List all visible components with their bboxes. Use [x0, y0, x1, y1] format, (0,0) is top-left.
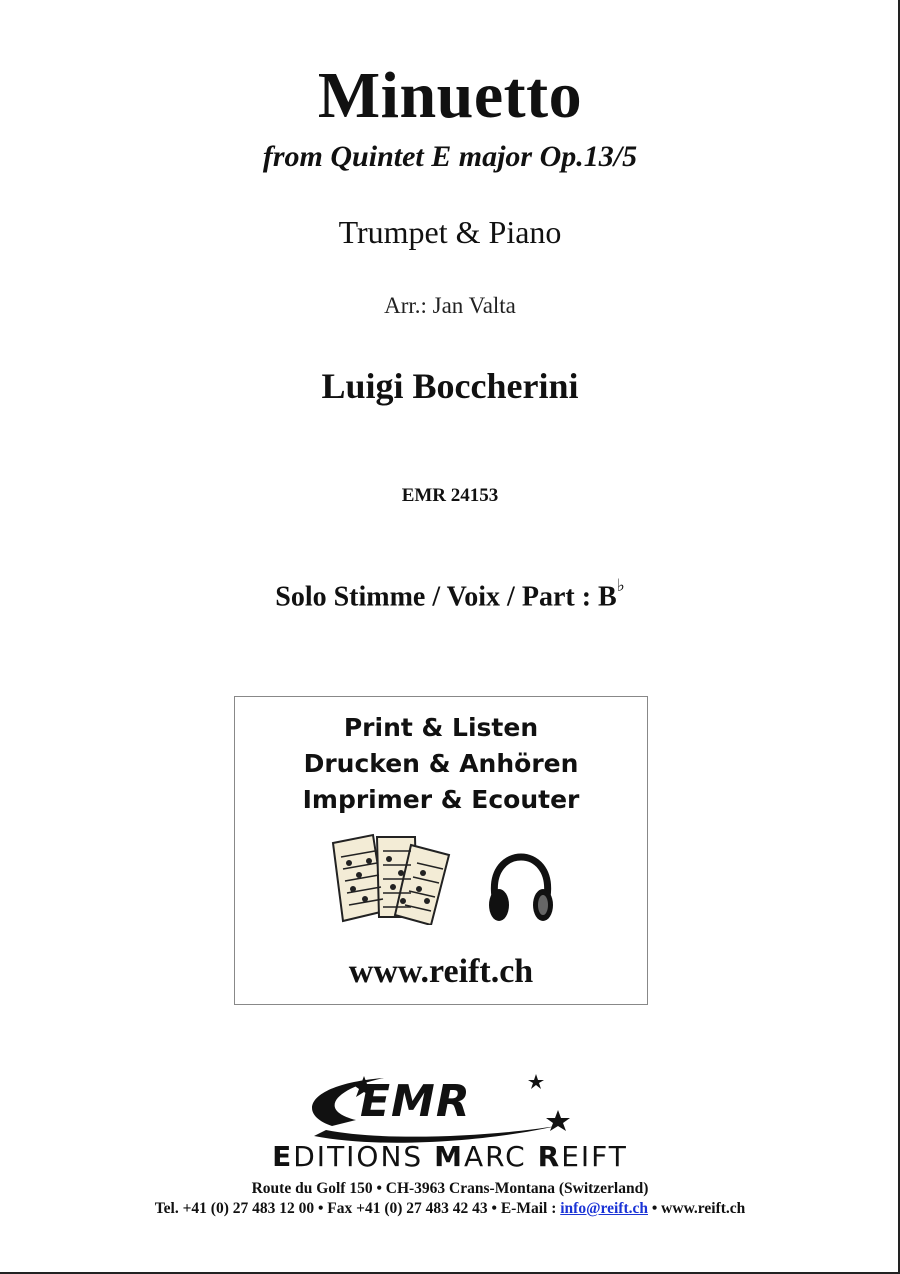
- publisher-name-initial-r: R: [537, 1140, 562, 1173]
- score-title: Minuetto: [317, 59, 583, 132]
- publisher-contact: [0, 1200, 900, 1218]
- publisher-name-initial-m: M: [434, 1140, 464, 1173]
- publisher-name-editions: DITIONS: [293, 1140, 435, 1173]
- promo-line-german: Drucken & Anhören: [303, 749, 579, 778]
- sheet-music-icon: [325, 833, 455, 925]
- promo-line-english: Print & Listen: [343, 713, 539, 742]
- score-subtitle: from Quintet E major Op.13/5: [262, 140, 638, 173]
- arranger: Arr.: Jan Valta: [384, 293, 516, 318]
- part-label: [0, 576, 900, 613]
- publisher-address: Route du Golf 150 • CH-3963 Crans-Montana (Switzerland): [251, 1180, 649, 1197]
- print-listen-box: [234, 696, 648, 1005]
- publisher-name-reift: EIFT: [561, 1140, 628, 1173]
- composer: Luigi Boccherini: [321, 366, 579, 406]
- email-link[interactable]: info@reift.ch: [560, 1200, 648, 1217]
- catalog-number: EMR 24153: [401, 485, 499, 506]
- publisher-name-marc: ARC: [463, 1140, 538, 1173]
- contact-website: • www.reift.ch: [648, 1200, 746, 1217]
- contact-phone-fax: Tel. +41 (0) 27 483 12 00 • Fax +41 (0) 27 483 42 43 • E-Mail :: [154, 1200, 561, 1217]
- flat-accidental: ♭: [616, 576, 625, 595]
- headphones-icon: [485, 851, 557, 927]
- part-text: Solo Stimme / Voix / Part : B: [275, 581, 617, 613]
- publisher-name: [0, 1140, 900, 1173]
- promo-line-french: Imprimer & Ecouter: [302, 785, 580, 814]
- emr-logo-text: EMR: [360, 1076, 471, 1127]
- promo-website-link[interactable]: www.reift.ch: [348, 953, 534, 990]
- instrumentation: Trumpet & Piano: [338, 214, 562, 250]
- publisher-name-initial-e: E: [272, 1140, 294, 1173]
